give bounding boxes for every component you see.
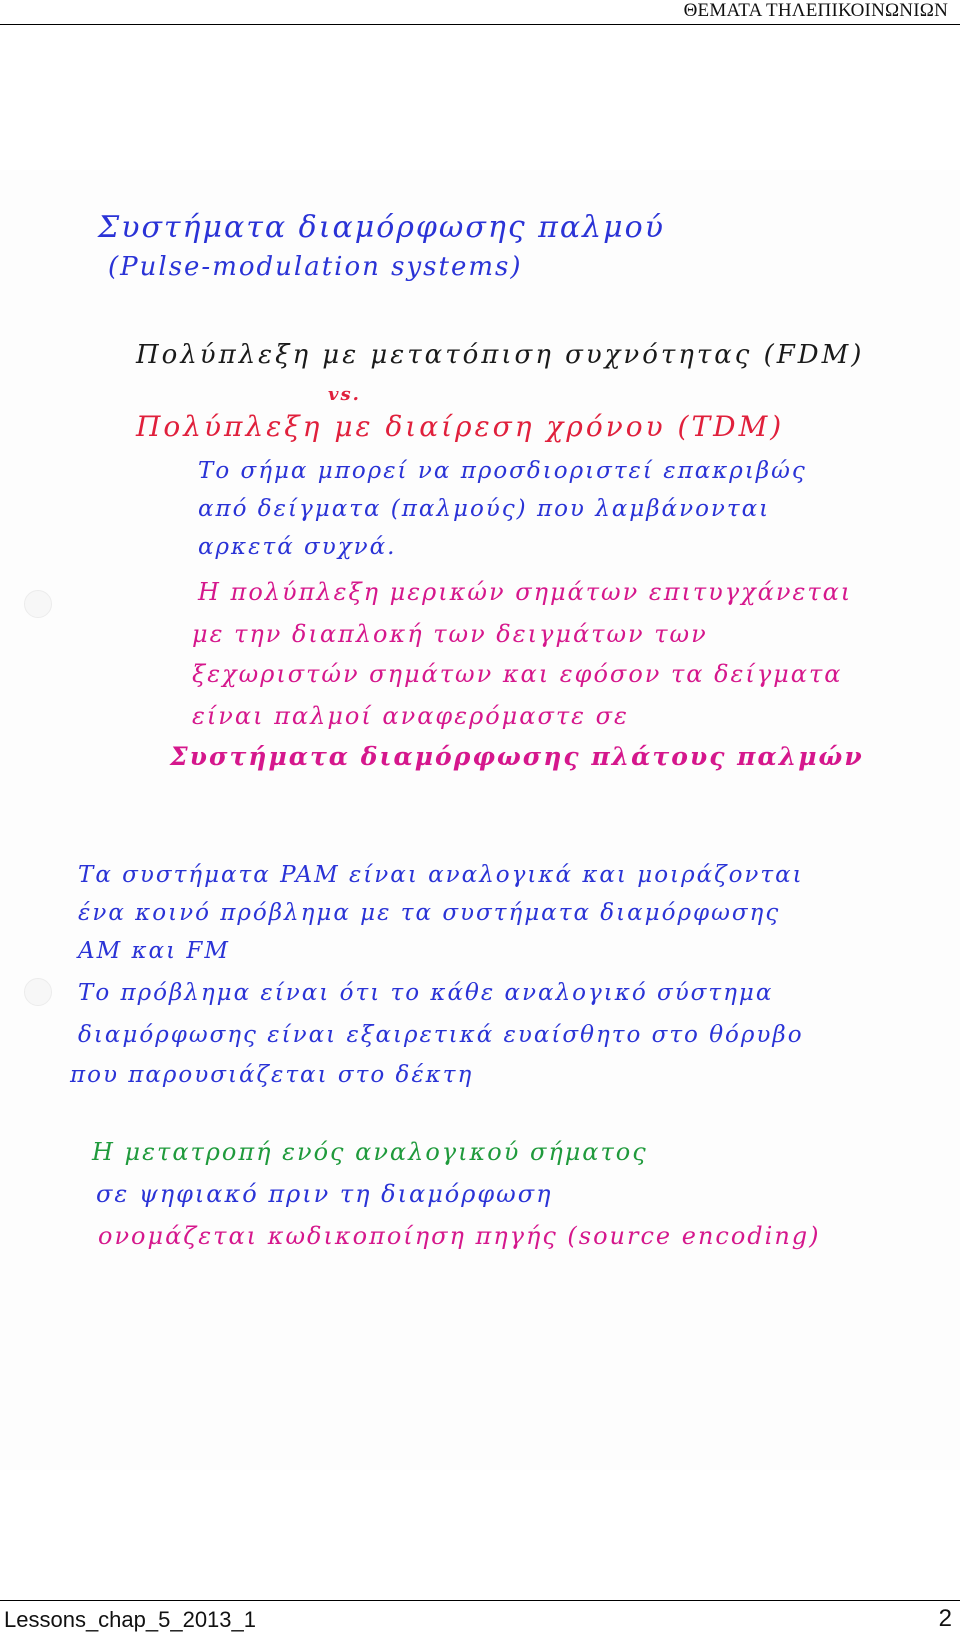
paragraph-line: Το σήμα μπορεί να προσδιοριστεί επακριβώς [198, 458, 807, 484]
punch-hole-mark [24, 978, 52, 1006]
paragraph-line: ξεχωριστών σημάτων και εφόσον τα δείγματα [192, 660, 843, 688]
footer-filename: Lessons_chap_5_2013_1 [4, 1607, 257, 1632]
page-header [0, 0, 960, 25]
page-footer [0, 1600, 960, 1642]
paragraph-line: Συστήματα διαμόρφωσης πλάτους παλμών [170, 742, 864, 771]
page-number: 2 [938, 1605, 952, 1632]
paragraph-line: από δείγματα (παλμούς) που λαμβάνονται [198, 496, 771, 522]
vs-label: vs. [328, 384, 361, 405]
paragraph-line: AM και FM [78, 938, 230, 964]
paragraph-line: Η μετατροπή ενός αναλογικού σήματος [92, 1138, 648, 1166]
header-title: ΘΕΜΑΤΑ ΤΗΛΕΠΙΚΟΙΝΩΝΙΩΝ [683, 0, 948, 21]
tdm-heading: Πολύπλεξη με διαίρεση χρόνου (TDM) [136, 410, 785, 443]
paragraph-line: που παρουσιάζεται στο δέκτη [70, 1062, 474, 1088]
paragraph-line: είναι παλμοί αναφερόμαστε σε [192, 702, 629, 730]
paragraph-line: Τα συστήματα PAM είναι αναλογικά και μοιράζονται [78, 862, 804, 888]
section-title: Συστήματα διαμόρφωσης παλμού [98, 210, 665, 245]
paragraph-line: ένα κοινό πρόβλημα με τα συστήματα διαμόρφωσης [78, 900, 781, 926]
paragraph-line: αρκετά συχνά. [198, 534, 397, 560]
section-title-english: (Pulse-modulation systems) [108, 252, 523, 282]
paragraph-line: διαμόρφωσης είναι εξαιρετικά ευαίσθητο στο θόρυβο [78, 1022, 804, 1048]
paragraph-line: Η πολύπλεξη μερικών σημάτων επιτυγχάνεται [198, 578, 853, 606]
paragraph-line: σε ψηφιακό πριν τη διαμόρφωση [96, 1180, 553, 1208]
punch-hole-mark [24, 590, 52, 618]
fdm-heading: Πολύπλεξη με μετατόπιση συχνότητας (FDM) [136, 340, 865, 370]
paragraph-line: ονομάζεται κωδικοποίηση πηγής (source encoding) [98, 1222, 821, 1250]
paragraph-line: με την διαπλοκή των δειγμάτων των [192, 620, 708, 648]
paragraph-line: Το πρόβλημα είναι ότι το κάθε αναλογικό σύστημα [78, 980, 774, 1006]
